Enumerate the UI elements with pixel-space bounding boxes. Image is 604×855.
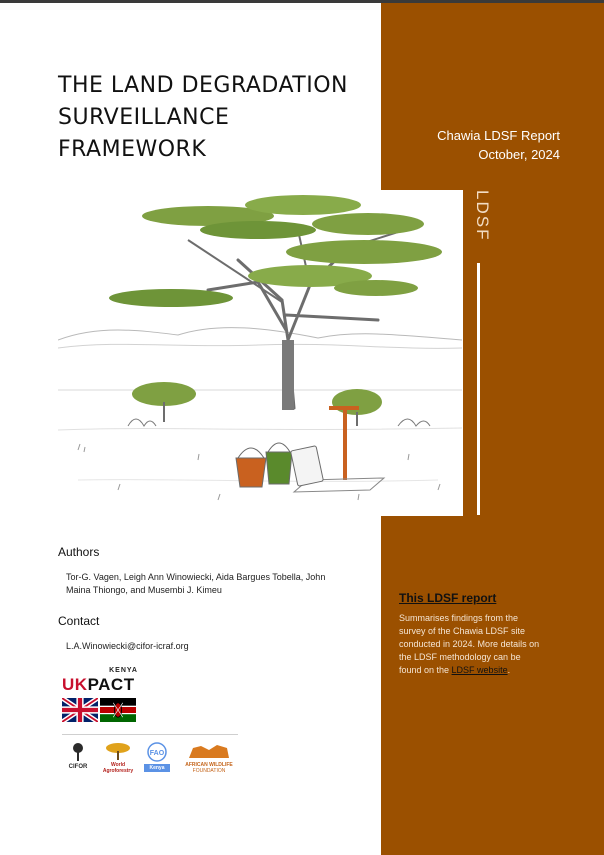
ldsf-report-heading: This LDSF report bbox=[399, 591, 497, 605]
ukpact-uk-text: UK bbox=[62, 675, 88, 694]
title-line-2: SURVEILLANCE bbox=[58, 105, 230, 130]
title-line-3: FRAMEWORK bbox=[58, 137, 207, 162]
ldsf-website-link[interactable]: LDSF website bbox=[451, 665, 508, 675]
cifor-text: CIFOR bbox=[68, 764, 88, 770]
report-subtitle bbox=[437, 126, 560, 164]
ldsf-report-line-2: survey of the Chawia LDSF site bbox=[399, 626, 526, 636]
ldsf-report-line-3: conducted in 2024. More details on bbox=[399, 639, 540, 649]
ldsf-report-description bbox=[399, 612, 585, 677]
report-name: Chawia LDSF Report bbox=[437, 128, 560, 143]
fao-logo bbox=[144, 742, 170, 772]
logo-divider bbox=[62, 734, 238, 735]
acacia-tree-illustration bbox=[58, 190, 462, 516]
ukpact-kenya-text: KENYA bbox=[109, 667, 138, 674]
vertical-divider-line bbox=[477, 263, 480, 515]
report-date: October, 2024 bbox=[478, 147, 560, 162]
page-title bbox=[58, 70, 378, 166]
ldsf-report-line-5-end: . bbox=[507, 665, 511, 675]
authors-line-2: Maina Thiongo, and Musembi J. Kimeu bbox=[66, 585, 222, 595]
ldsf-report-line-1: Summarises findings from the bbox=[399, 613, 519, 623]
ukpact-kenya-logo bbox=[62, 667, 140, 727]
cifor-tree-icon bbox=[70, 742, 86, 762]
agroforestry-tree-icon bbox=[105, 742, 131, 760]
world-agroforestry-text: World Agroforestry bbox=[102, 762, 134, 774]
fao-emblem-icon bbox=[146, 742, 168, 762]
ldsf-vertical-label: LDSF bbox=[473, 190, 492, 242]
cifor-logo bbox=[62, 742, 94, 770]
title-line-1: THE LAND DEGRADATION bbox=[58, 73, 349, 98]
african-wildlife-foundation-logo bbox=[180, 742, 238, 774]
world-agroforestry-logo bbox=[100, 742, 136, 774]
ldsf-report-line-5-text: found on the bbox=[399, 665, 452, 675]
ldsf-report-line-5 bbox=[399, 664, 585, 677]
uk-flag-icon bbox=[62, 698, 98, 722]
authors-line-1: Tor-G. Vagen, Leigh Ann Winowiecki, Aida Bargues Tobella, John bbox=[66, 572, 326, 582]
authors-text bbox=[66, 571, 325, 597]
ldsf-report-line-4: the LDSF methodology can be bbox=[399, 652, 521, 662]
awf-animals-icon bbox=[187, 742, 231, 760]
contact-heading: Contact bbox=[58, 614, 100, 628]
awf-text-line-2: FOUNDATION bbox=[192, 768, 226, 774]
authors-heading: Authors bbox=[58, 545, 100, 559]
kenya-flag-icon bbox=[100, 698, 136, 722]
awf-text-line-1: AFRICAN WILDLIFE bbox=[185, 762, 233, 768]
contact-email[interactable]: L.A.Winowiecki@cifor-icraf.org bbox=[66, 641, 189, 651]
fao-emblem-text: FAO bbox=[149, 750, 165, 757]
ukpact-wordmark bbox=[62, 675, 135, 695]
fao-kenya-text: Kenya bbox=[144, 764, 170, 772]
ukpact-pact-text: PACT bbox=[87, 675, 135, 694]
